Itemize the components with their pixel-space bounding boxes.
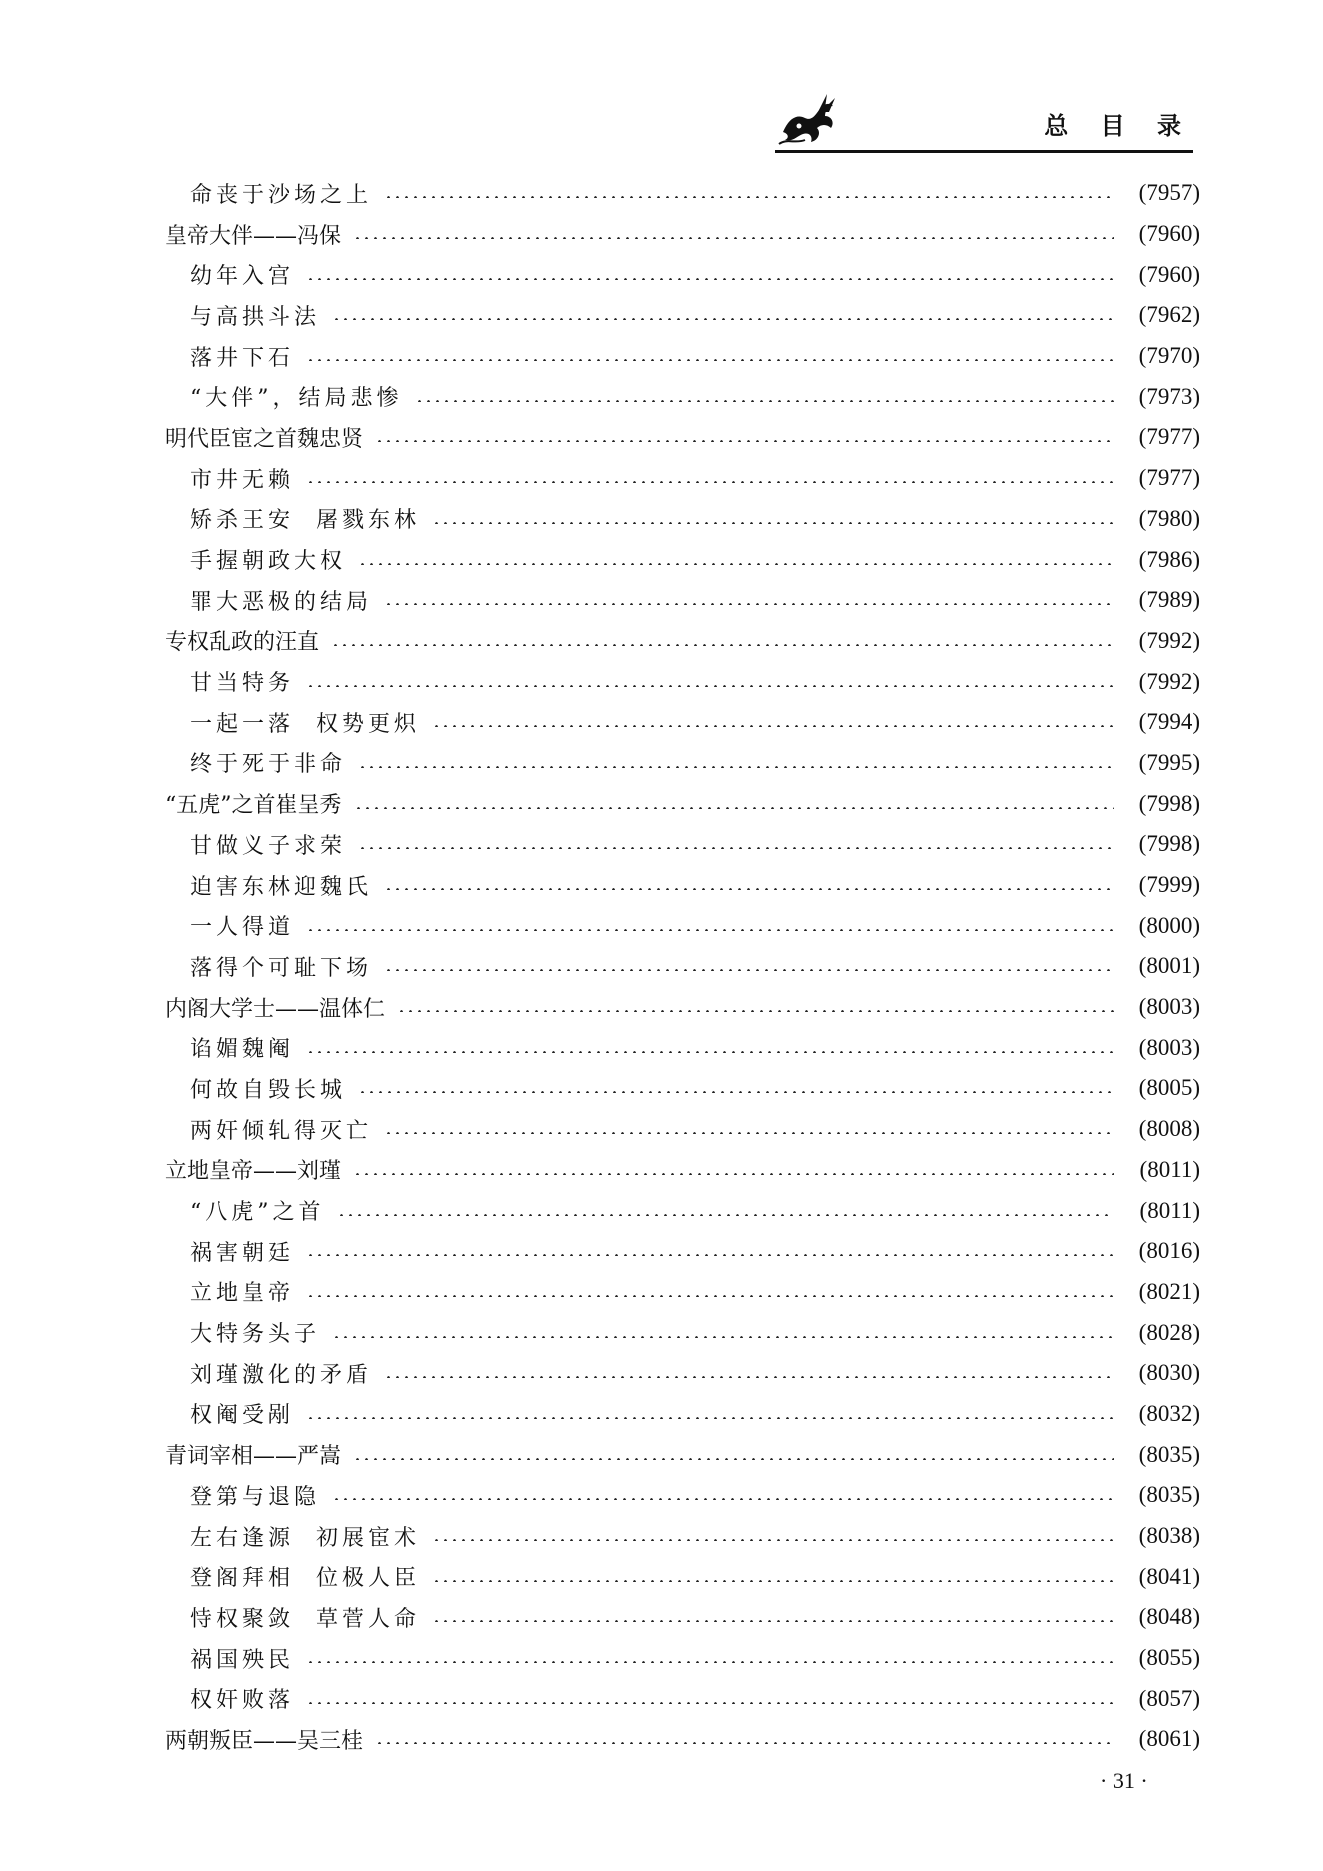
table-of-contents (150, 173, 1200, 1760)
toc-page-number: (7977) (1138, 424, 1200, 450)
toc-subsection-title: 市井无赖 (190, 467, 295, 493)
toc-subsection-title: 权奸败落 (190, 1688, 295, 1714)
toc-entry (150, 702, 1200, 743)
toc-entry (150, 376, 1200, 417)
toc-page-number: (7980) (1138, 505, 1200, 531)
toc-entry (150, 458, 1200, 499)
dot-leader (432, 1539, 1114, 1541)
dot-leader (306, 359, 1114, 361)
toc-entry (150, 1638, 1200, 1679)
dot-leader (397, 1010, 1114, 1012)
toc-entry (150, 1434, 1200, 1475)
toc-entry (150, 173, 1200, 214)
toc-subsection-title: 迫害东林迎魏氏 (190, 874, 373, 900)
toc-page-number: (7999) (1138, 872, 1200, 898)
toc-page-number: (7977) (1138, 465, 1200, 491)
toc-entry (150, 1231, 1200, 1272)
toc-subsection-title: 两奸倾轧得灭亡 (190, 1118, 373, 1144)
toc-page-number: (7986) (1138, 546, 1200, 572)
toc-entry (150, 824, 1200, 865)
toc-subsection-title: 命丧于沙场之上 (190, 182, 373, 208)
dot-leader (384, 969, 1114, 971)
toc-subsection-title: 甘当特务 (190, 671, 295, 697)
toc-entry (150, 1272, 1200, 1313)
toc-page-number: (8035) (1138, 1441, 1200, 1467)
toc-subsection-title: 罪大恶极的结局 (190, 589, 373, 615)
dot-leader (384, 196, 1114, 198)
toc-page-number: (7957) (1138, 180, 1200, 206)
toc-page-number: (8011) (1139, 1156, 1200, 1182)
toc-page-number: (8028) (1138, 1319, 1200, 1345)
dot-leader (432, 522, 1114, 524)
toc-section-title: 明代臣宦之首魏忠贤 (165, 426, 364, 452)
toc-page-number: (7970) (1138, 343, 1200, 369)
toc-page-number: (7994) (1138, 709, 1200, 735)
header-rule (775, 150, 1193, 153)
toc-entry (150, 1556, 1200, 1597)
dot-leader (331, 644, 1114, 646)
toc-entry (150, 539, 1200, 580)
toc-page-number: (8055) (1138, 1645, 1200, 1671)
toc-page-number: (8001) (1138, 953, 1200, 979)
dot-leader (358, 1091, 1114, 1093)
dot-leader (384, 603, 1114, 605)
toc-entry (150, 865, 1200, 906)
toc-subsection-title: 落得个可耻下场 (190, 955, 373, 981)
toc-page-number: (8008) (1138, 1116, 1200, 1142)
toc-page-number: (7962) (1138, 302, 1200, 328)
dot-leader (384, 888, 1114, 890)
toc-page-number: (7995) (1138, 749, 1200, 775)
toc-section-title: 青词宰相——严嵩 (165, 1444, 342, 1470)
dot-leader (354, 807, 1115, 809)
toc-entry (150, 987, 1200, 1028)
dot-leader (358, 766, 1114, 768)
toc-entry (150, 1027, 1200, 1068)
dot-leader (353, 237, 1114, 239)
dot-leader (432, 1580, 1114, 1582)
toc-entry (150, 661, 1200, 702)
dot-leader (358, 563, 1114, 565)
toc-section-title: 皇帝大伴——冯保 (165, 223, 342, 249)
toc-section-title: 专权乱政的汪直 (165, 630, 320, 656)
toc-subsection-title: 左右逢源 初展宦术 (190, 1525, 420, 1551)
toc-subsection-title: 甘做义子求荣 (190, 833, 347, 859)
toc-subsection-title: 一人得道 (190, 915, 295, 941)
toc-page-number: (7989) (1138, 587, 1200, 613)
toc-entry (150, 946, 1200, 987)
dot-leader (337, 1214, 1115, 1216)
toc-subsection-title: 矫杀王安 屠戮东林 (190, 508, 420, 534)
dot-leader (306, 685, 1114, 687)
toc-subsection-title: 登第与退隐 (190, 1484, 321, 1510)
toc-page-number: (7998) (1138, 790, 1200, 816)
toc-page-number: (7998) (1138, 831, 1200, 857)
toc-entry (150, 743, 1200, 784)
toc-subsection-title: 落井下石 (190, 345, 295, 371)
dot-leader (332, 1336, 1114, 1338)
toc-subsection-title: “大伴”，结局悲惨 (190, 386, 403, 412)
toc-entry (150, 214, 1200, 255)
toc-page-number: (7992) (1138, 668, 1200, 694)
toc-entry (150, 1312, 1200, 1353)
toc-subsection-title: 终于死于非命 (190, 752, 347, 778)
toc-entry (150, 1353, 1200, 1394)
dot-leader (306, 1295, 1114, 1297)
toc-page-number: (8030) (1138, 1360, 1200, 1386)
toc-subsection-title: 刘瑾激化的矛盾 (190, 1362, 373, 1388)
toc-subsection-title: 祸害朝廷 (190, 1240, 295, 1266)
toc-page-number: (8035) (1138, 1482, 1200, 1508)
toc-page-number: (8005) (1138, 1075, 1200, 1101)
toc-subsection-title: 权阉受剐 (190, 1403, 295, 1429)
toc-page-number: (8041) (1138, 1563, 1200, 1589)
toc-entry (150, 295, 1200, 336)
dot-leader (375, 1742, 1114, 1744)
toc-section-title: 立地皇帝——刘瑾 (165, 1159, 342, 1185)
dot-leader (358, 847, 1114, 849)
toc-entry (150, 1394, 1200, 1435)
toc-entry (150, 1475, 1200, 1516)
dot-leader (306, 1051, 1114, 1053)
toc-page-number: (8016) (1138, 1238, 1200, 1264)
dot-leader (353, 1173, 1114, 1175)
toc-page-number: (8032) (1138, 1400, 1200, 1426)
dot-leader (384, 1132, 1114, 1134)
toc-subsection-title: 大特务头子 (190, 1322, 321, 1348)
toc-entry (150, 1719, 1200, 1760)
dot-leader (306, 1661, 1114, 1663)
dot-leader (306, 481, 1114, 483)
dot-leader (306, 929, 1114, 931)
dot-leader (332, 1498, 1114, 1500)
page-number: · 31 · (1100, 1768, 1148, 1793)
toc-entry (150, 783, 1200, 824)
toc-page-number: (8011) (1139, 1197, 1200, 1223)
dot-leader (332, 318, 1114, 320)
toc-subsection-title: 一起一落 权势更炽 (190, 711, 420, 737)
dot-leader (384, 1376, 1114, 1378)
toc-entry (150, 254, 1200, 295)
toc-subsection-title: 与高拱斗法 (190, 304, 321, 330)
toc-page-number: (7960) (1138, 221, 1200, 247)
toc-page-number: (8038) (1138, 1523, 1200, 1549)
page-header (775, 88, 1193, 148)
toc-entry (150, 621, 1200, 662)
toc-entry (150, 1068, 1200, 1109)
toc-subsection-title: 恃权聚敛 草菅人命 (190, 1606, 420, 1632)
dot-leader (432, 1620, 1114, 1622)
toc-subsection-title: 谄媚魏阉 (190, 1037, 295, 1063)
toc-entry (150, 336, 1200, 377)
dot-leader (306, 1254, 1114, 1256)
dot-leader (306, 278, 1114, 280)
toc-page-number: (8000) (1138, 912, 1200, 938)
toc-subsection-title: 祸国殃民 (190, 1647, 295, 1673)
dragon-emblem-icon (775, 88, 839, 148)
dot-leader (353, 1458, 1114, 1460)
toc-entry (150, 1678, 1200, 1719)
toc-entry (150, 1190, 1200, 1231)
toc-entry (150, 580, 1200, 621)
running-head: 总 目 录 (1044, 112, 1193, 140)
toc-page-number: (7973) (1138, 383, 1200, 409)
toc-page-number: (7992) (1138, 627, 1200, 653)
toc-subsection-title: 手握朝政大权 (190, 549, 347, 575)
toc-page-number: (8061) (1138, 1726, 1200, 1752)
toc-entry (150, 499, 1200, 540)
dot-leader (415, 400, 1115, 402)
toc-entry (150, 1516, 1200, 1557)
toc-page-number: (8003) (1138, 1034, 1200, 1060)
toc-section-title: “五虎”之首崔呈秀 (165, 793, 342, 819)
toc-page-number: (7960) (1138, 261, 1200, 287)
toc-subsection-title: “八虎”之首 (190, 1200, 325, 1226)
toc-subsection-title: 立地皇帝 (190, 1281, 295, 1307)
toc-section-title: 内阁大学士——温体仁 (165, 996, 386, 1022)
toc-entry (150, 1597, 1200, 1638)
toc-page-number: (8057) (1138, 1685, 1200, 1711)
toc-subsection-title: 幼年入宫 (190, 264, 295, 290)
toc-section-title: 两朝叛臣——吴三桂 (165, 1728, 364, 1754)
toc-subsection-title: 何故自毁长城 (190, 1077, 347, 1103)
toc-subsection-title: 登阁拜相 位极人臣 (190, 1566, 420, 1592)
dot-leader (432, 725, 1114, 727)
toc-entry (150, 905, 1200, 946)
dot-leader (375, 440, 1114, 442)
toc-page-number: (8048) (1138, 1604, 1200, 1630)
dot-leader (306, 1702, 1114, 1704)
dot-leader (306, 1417, 1114, 1419)
toc-page-number: (8021) (1138, 1278, 1200, 1304)
toc-entry (150, 417, 1200, 458)
toc-entry (150, 1109, 1200, 1150)
toc-page-number: (8003) (1138, 994, 1200, 1020)
toc-entry (150, 1150, 1200, 1191)
